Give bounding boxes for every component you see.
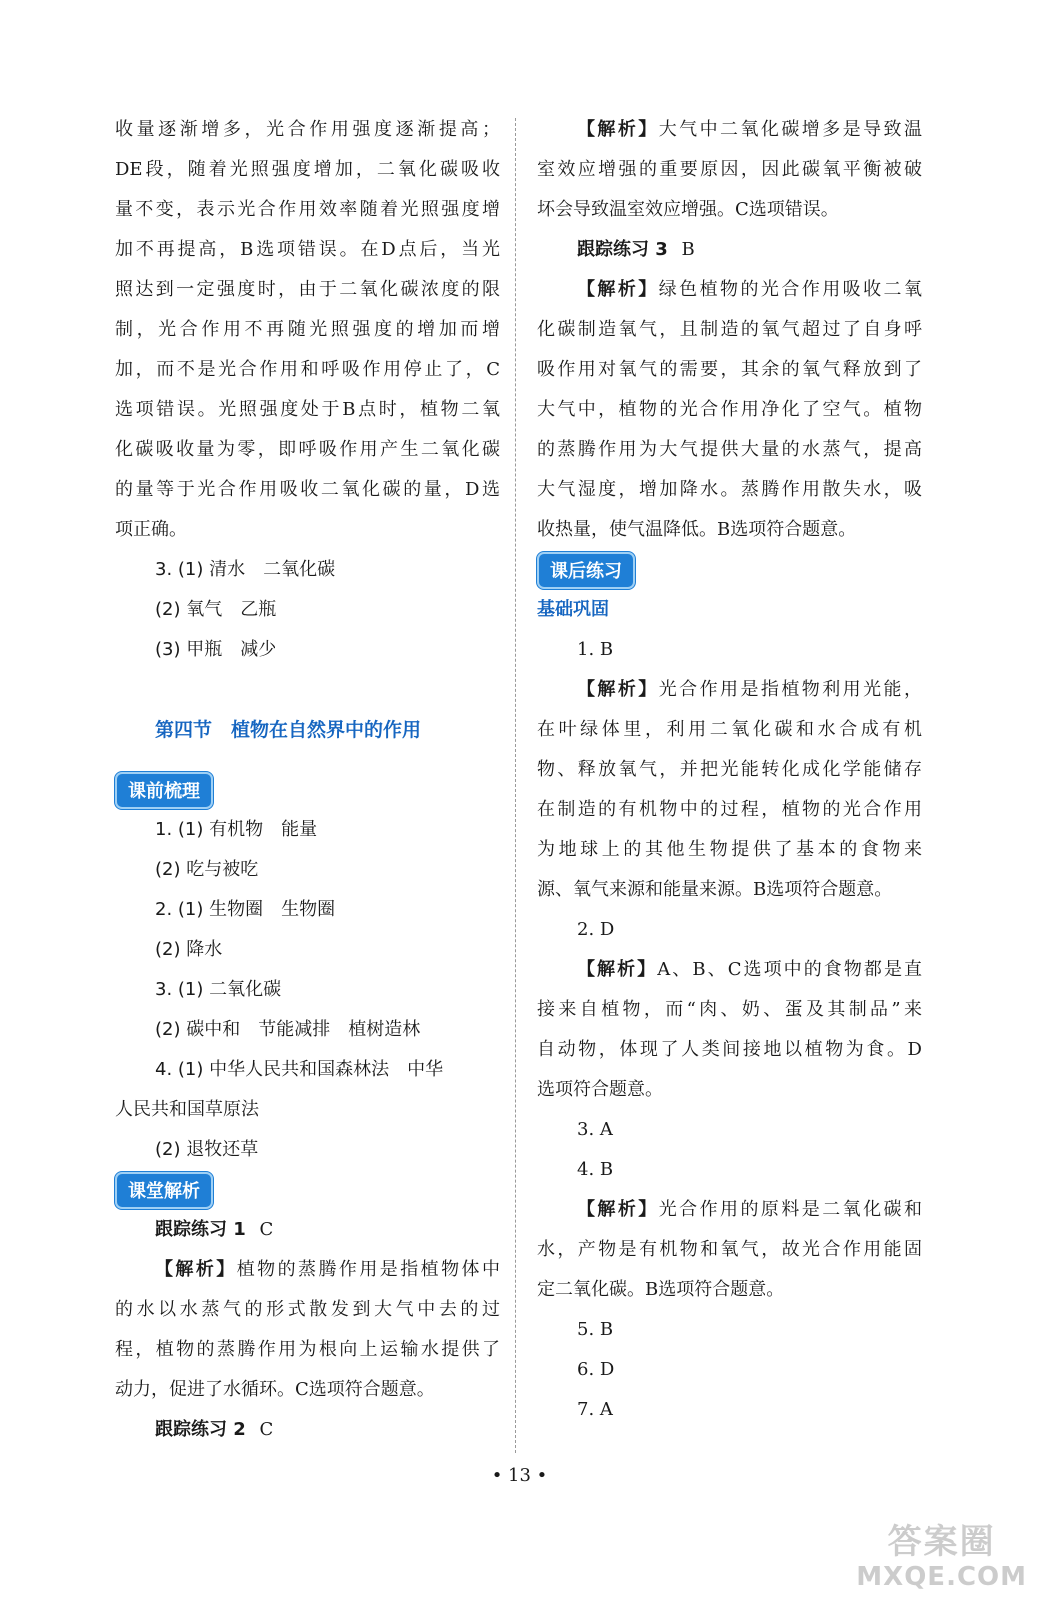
- section-badge-after-class: 课后练习: [537, 552, 635, 589]
- answer-line: 3. (1) 二氧化碳: [155, 979, 282, 1000]
- text-line: 量不变，表示光合作用效率随着光照强度增: [115, 199, 500, 220]
- answer-line: 6. D: [577, 1359, 615, 1380]
- answer-line: 5. B: [577, 1319, 614, 1340]
- text-line: 在叶绿体里，利用二氧化碳和水合成有机: [537, 719, 922, 740]
- watermark-text-bottom: MXQE.COM: [856, 1562, 1027, 1592]
- text-line: 吸作用对氧气的需要，其余的氧气释放到了: [537, 359, 922, 380]
- subheading: 基础巩固: [537, 599, 609, 620]
- exercise-label: 跟踪练习 2: [155, 1419, 246, 1440]
- text-line: 的量等于光合作用吸收二氧化碳的量，D选: [115, 479, 500, 500]
- text-line: 定二氧化碳。B选项符合题意。: [537, 1279, 785, 1300]
- section-badge-pre-class: 课前梳理: [115, 772, 213, 809]
- analysis-line: 【解析】大气中二氧化碳增多是导致温: [577, 119, 922, 140]
- analysis-line: 【解析】绿色植物的光合作用吸收二氧: [577, 279, 922, 300]
- answer-line: 3. A: [577, 1119, 613, 1140]
- exercise-label: 跟踪练习 1: [155, 1219, 246, 1240]
- text-line: 大气中，植物的光合作用净化了空气。植物: [537, 399, 922, 420]
- text-line: 源、氧气来源和能量来源。B选项符合题意。: [537, 879, 893, 900]
- watermark-text-top: 答案圈: [887, 1522, 996, 1562]
- exercise-label: 跟踪练习 3: [577, 239, 668, 260]
- answer-line: 人民共和国草原法: [115, 1099, 259, 1120]
- analysis-line: 【解析】A、B、C选项中的食物都是直: [577, 959, 922, 980]
- analysis-tag: 【解析】: [577, 679, 659, 700]
- answer-line: (2) 退牧还草: [155, 1139, 259, 1160]
- answer-line: (2) 降水: [155, 939, 223, 960]
- answer-line: 4. (1) 中华人民共和国森林法 中华: [155, 1059, 444, 1080]
- tracking-exercise-3: [537, 230, 922, 270]
- tracking-exercise-2: [115, 1410, 500, 1450]
- analysis-line: 【解析】光合作用是指植物利用光能，: [577, 679, 922, 700]
- text-line: 大气湿度，增加降水。蒸腾作用散失水，吸: [537, 479, 922, 500]
- text-line: 项正确。: [115, 519, 187, 540]
- text-line: DE段，随着光照强度增加，二氧化碳吸收: [115, 159, 500, 180]
- text-line: 化碳制造氧气，且制造的氧气超过了自身呼: [537, 319, 922, 340]
- analysis-tag: 【解析】: [577, 1199, 659, 1220]
- answer-line: 3. (1) 清水 二氧化碳: [155, 559, 336, 580]
- analysis-tag: 【解析】: [577, 959, 658, 980]
- answer-line: 1. B: [577, 639, 614, 660]
- answer-line: 7. A: [577, 1399, 613, 1420]
- analysis-line: 【解析】光合作用的原料是二氧化碳和: [577, 1199, 922, 1220]
- text-line: 水，产物是有机物和氧气，故光合作用能固: [537, 1239, 922, 1260]
- answer-line: 2. D: [577, 919, 615, 940]
- exercise-answer: C: [259, 1219, 274, 1240]
- text-line: 在制造的有机物中的过程，植物的光合作用: [537, 799, 922, 820]
- text-line: 收热量，使气温降低。B选项符合题意。: [537, 519, 857, 540]
- exercise-answer: C: [259, 1419, 274, 1440]
- answer-line: 2. (1) 生物圈 生物圈: [155, 899, 336, 920]
- analysis-line: 【解析】植物的蒸腾作用是指植物体中: [155, 1259, 500, 1280]
- text-line: 加不再提高，B选项错误。在D点后，当光: [115, 239, 500, 260]
- text-line: 的水以水蒸气的形式散发到大气中去的过: [115, 1299, 500, 1320]
- text-line: 化碳吸收量为零，即呼吸作用产生二氧化碳: [115, 439, 500, 460]
- text-line: 物、释放氧气，并把光能转化成化学能储存: [537, 759, 922, 780]
- text-line: 为地球上的其他生物提供了基本的食物来: [537, 839, 922, 860]
- exercise-answer: B: [681, 239, 695, 260]
- left-column: [115, 110, 500, 1450]
- answer-line: (2) 碳中和 节能减排 植树造林: [155, 1019, 421, 1040]
- text-line: 程，植物的蒸腾作用为根向上运输水提供了: [115, 1339, 500, 1360]
- analysis-tag: 【解析】: [155, 1259, 237, 1280]
- text-line: 自动物，体现了人类间接地以植物为食。D: [537, 1039, 922, 1060]
- answer-line: (3) 甲瓶 减少: [155, 639, 277, 660]
- text-line: 动力，促进了水循环。C选项符合题意。: [115, 1379, 435, 1400]
- text-line: 照达到一定强度时，由于二氧化碳浓度的限: [115, 279, 500, 300]
- text-line: 坏会导致温室效应增强。C选项错误。: [537, 199, 839, 220]
- watermark-logo: [856, 1522, 1027, 1592]
- text-line: 的蒸腾作用为大气提供大量的水蒸气，提高: [537, 439, 922, 460]
- answer-line: (2) 吃与被吃: [155, 859, 259, 880]
- text-line: 室效应增强的重要原因，因此碳氧平衡被破: [537, 159, 922, 180]
- analysis-tag: 【解析】: [577, 119, 659, 140]
- answer-line: 1. (1) 有机物 能量: [155, 819, 318, 840]
- text-line: 选项错误。光照强度处于B点时，植物二氧: [115, 399, 500, 420]
- text-line: 选项符合题意。: [537, 1079, 663, 1100]
- tracking-exercise-1: [115, 1210, 500, 1250]
- text-line: 收量逐渐增多，光合作用强度逐渐提高；: [115, 119, 500, 140]
- right-column: [537, 110, 922, 1430]
- text-line: 制，光合作用不再随光照强度的增加而增: [115, 319, 500, 340]
- column-divider: [515, 118, 516, 1453]
- analysis-tag: 【解析】: [577, 279, 659, 300]
- answer-line: (2) 氧气 乙瓶: [155, 599, 277, 620]
- text-line: 接来自植物，而“肉、奶、蛋及其制品”来: [537, 999, 922, 1020]
- page-number: • 13 •: [491, 1465, 548, 1486]
- section-badge-in-class: 课堂解析: [115, 1172, 213, 1209]
- text-line: 加，而不是光合作用和呼吸作用停止了，C: [115, 359, 500, 380]
- section-title: 第四节 植物在自然界中的作用: [155, 719, 422, 741]
- answer-line: 4. B: [577, 1159, 614, 1180]
